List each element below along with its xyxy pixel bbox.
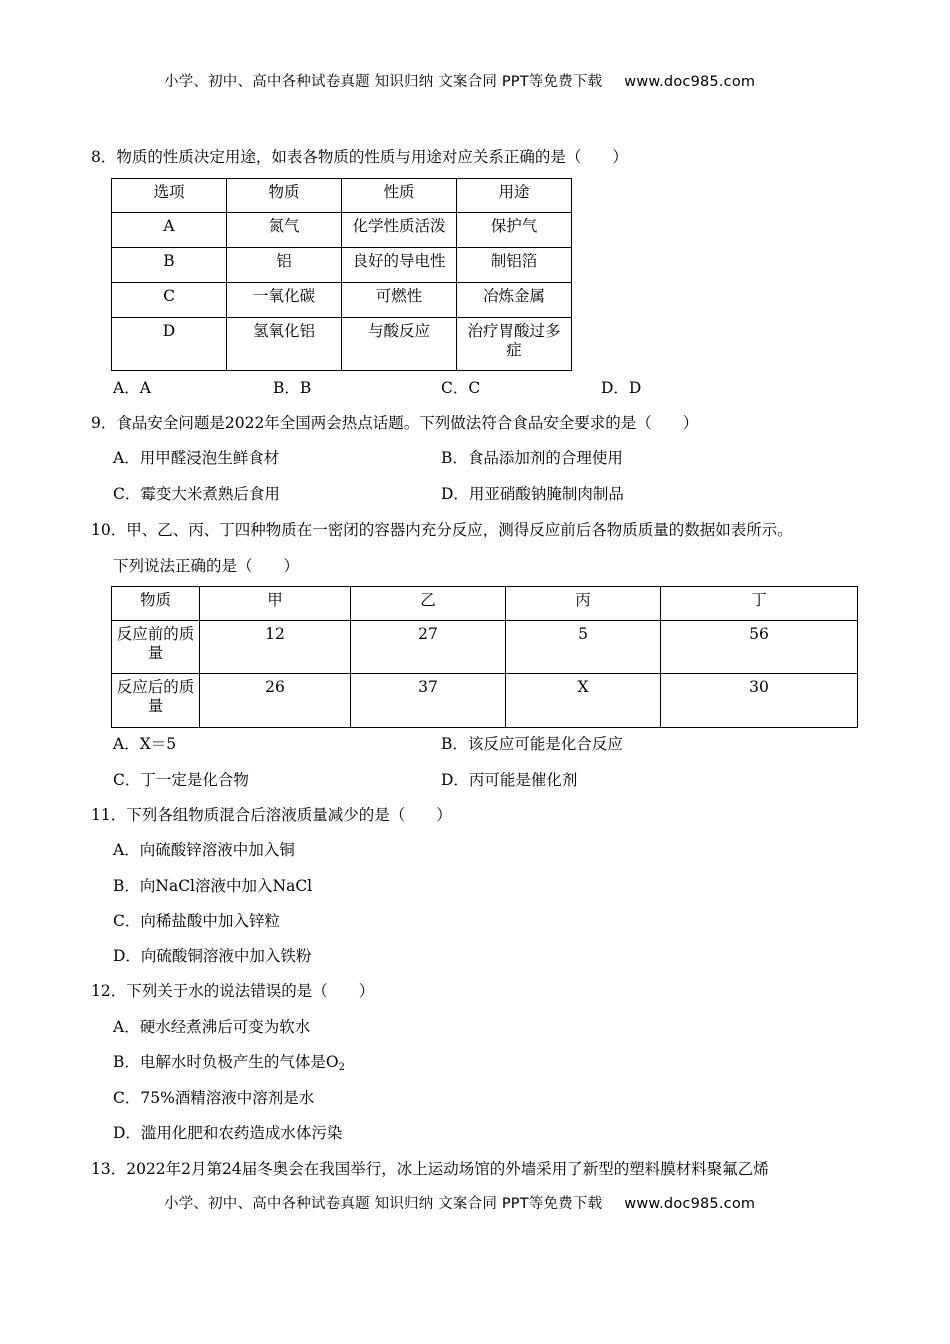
table-cell: D bbox=[112, 318, 227, 371]
q12-option-b[interactable] bbox=[113, 1050, 345, 1073]
table-cell: 26 bbox=[200, 674, 351, 728]
q11-option-a[interactable]: A．向硫酸锌溶液中加入铜 bbox=[113, 841, 295, 859]
table-header-cell: 选项 bbox=[112, 179, 227, 213]
q12-stem: 12．下列关于水的说法错误的是（ ） bbox=[91, 982, 375, 1000]
table-cell: 5 bbox=[506, 621, 661, 674]
table-header-row bbox=[112, 587, 858, 621]
table-cell: 与酸反应 bbox=[342, 318, 457, 371]
table-header-cell: 性质 bbox=[342, 179, 457, 213]
table-cell: 氮气 bbox=[227, 213, 342, 248]
footer-text: 小学、初中、高中各种试卷真题 知识归纳 文案合同 PPT等免费下载 bbox=[164, 1196, 603, 1212]
table-cell: 56 bbox=[661, 621, 858, 674]
q10-table bbox=[111, 586, 858, 728]
q10-option-d[interactable]: D．丙可能是催化剂 bbox=[441, 771, 578, 789]
table-cell: 化学性质活泼 bbox=[342, 213, 457, 248]
q12-option-d[interactable]: D．滥用化肥和农药造成水体污染 bbox=[113, 1124, 343, 1142]
q8-option-c[interactable]: C．C bbox=[441, 379, 481, 397]
q11-option-b[interactable]: B．向NaCl溶液中加入NaCl bbox=[113, 877, 313, 895]
table-cell: 27 bbox=[351, 621, 506, 674]
q9-option-d[interactable]: D．用亚硝酸钠腌制肉制品 bbox=[441, 485, 624, 503]
table-row bbox=[112, 248, 572, 283]
header-url[interactable]: www.doc985.com bbox=[624, 74, 756, 90]
q10-stem-continued: 下列说法正确的是（ ） bbox=[113, 557, 300, 575]
table-cell: 良好的导电性 bbox=[342, 248, 457, 283]
table-header-cell: 物质 bbox=[112, 587, 200, 621]
table-cell: 12 bbox=[200, 621, 351, 674]
subscript: 2 bbox=[338, 1062, 345, 1073]
table-cell: 一氧化碳 bbox=[227, 283, 342, 318]
page-footer bbox=[164, 1192, 755, 1213]
table-cell: 可燃性 bbox=[342, 283, 457, 318]
table-header-cell: 用途 bbox=[457, 179, 572, 213]
q8-option-b[interactable]: B．B bbox=[273, 379, 312, 397]
table-cell: 保护气 bbox=[457, 213, 572, 248]
page-header bbox=[164, 70, 755, 91]
table-header-cell: 乙 bbox=[351, 587, 506, 621]
header-text: 小学、初中、高中各种试卷真题 知识归纳 文案合同 PPT等免费下载 bbox=[164, 74, 603, 90]
table-cell: 30 bbox=[661, 674, 858, 728]
table-cell: 制铝箔 bbox=[457, 248, 572, 283]
q8-option-a[interactable]: A．A bbox=[113, 379, 151, 397]
table-cell: 治疗胃酸过多症 bbox=[457, 318, 572, 371]
q8-option-d[interactable]: D．D bbox=[601, 379, 642, 397]
q10-option-a[interactable]: A．X＝5 bbox=[113, 735, 177, 753]
table-header-cell: 甲 bbox=[200, 587, 351, 621]
table-header-row bbox=[112, 179, 572, 213]
q9-stem: 9．食品安全问题是2022年全国两会热点话题。下列做法符合食品安全要求的是（ ） bbox=[91, 414, 699, 432]
q12-option-a[interactable]: A．硬水经煮沸后可变为软水 bbox=[113, 1018, 311, 1036]
q8-stem: 8．物质的性质决定用途，如表各物质的性质与用途对应关系正确的是（ ） bbox=[91, 148, 628, 166]
table-header-cell: 物质 bbox=[227, 179, 342, 213]
table-cell: B bbox=[112, 248, 227, 283]
q10-stem: 10．甲、乙、丙、丁四种物质在一密闭的容器内充分反应，测得反应前后各物质质量的数据如表所示。 bbox=[91, 521, 793, 539]
table-cell: 反应后的质量 bbox=[112, 674, 200, 728]
table-cell: 反应前的质量 bbox=[112, 621, 200, 674]
q8-table bbox=[111, 178, 572, 371]
table-header-cell: 丙 bbox=[506, 587, 661, 621]
table-row bbox=[112, 283, 572, 318]
q10-option-b[interactable]: B．该反应可能是化合反应 bbox=[441, 735, 623, 753]
footer-url[interactable]: www.doc985.com bbox=[624, 1196, 756, 1212]
q10-option-c[interactable]: C．丁一定是化合物 bbox=[113, 771, 249, 789]
table-cell: 铝 bbox=[227, 248, 342, 283]
q12-option-c[interactable]: C．75%酒精溶液中溶剂是水 bbox=[113, 1089, 315, 1107]
q9-option-a[interactable]: A．用甲醛浸泡生鲜食材 bbox=[113, 449, 280, 467]
table-cell: C bbox=[112, 283, 227, 318]
table-row bbox=[112, 621, 858, 674]
q11-option-c[interactable]: C．向稀盐酸中加入锌粒 bbox=[113, 912, 280, 930]
table-cell: 氢氧化铝 bbox=[227, 318, 342, 371]
table-row bbox=[112, 318, 572, 371]
table-row bbox=[112, 674, 858, 728]
table-row bbox=[112, 213, 572, 248]
q12-option-b-text: B．电解水时负极产生的气体是O bbox=[113, 1053, 339, 1071]
table-cell: X bbox=[506, 674, 661, 728]
table-header-cell: 丁 bbox=[661, 587, 858, 621]
q9-option-c[interactable]: C．霉变大米煮熟后食用 bbox=[113, 485, 280, 503]
table-cell: 冶炼金属 bbox=[457, 283, 572, 318]
q11-stem: 11．下列各组物质混合后溶液质量减少的是（ ） bbox=[91, 806, 452, 824]
table-cell: A bbox=[112, 213, 227, 248]
table-cell: 37 bbox=[351, 674, 506, 728]
q13-stem: 13．2022年2月第24届冬奥会在我国举行，冰上运动场馆的外墙采用了新型的塑料膜材料聚氟乙烯 bbox=[91, 1160, 769, 1178]
q11-option-d[interactable]: D．向硫酸铜溶液中加入铁粉 bbox=[113, 947, 312, 965]
q9-option-b[interactable]: B．食品添加剂的合理使用 bbox=[441, 449, 623, 467]
